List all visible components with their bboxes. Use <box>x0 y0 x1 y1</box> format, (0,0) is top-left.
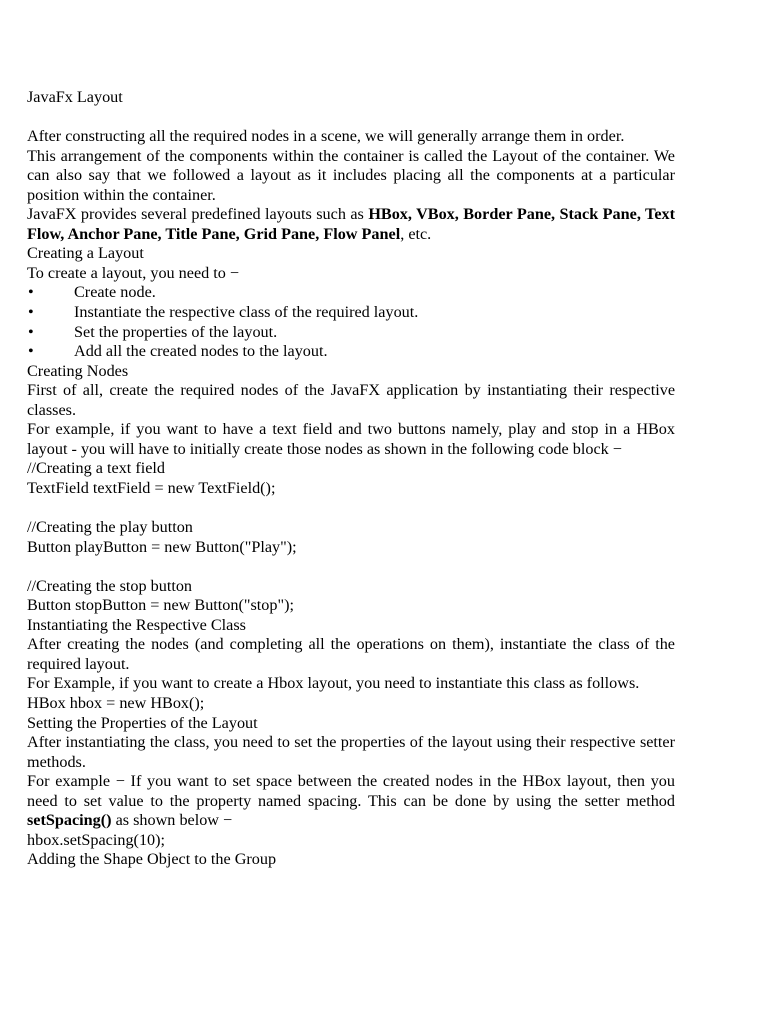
list-item-text: Set the properties of the layout. <box>74 322 278 341</box>
code-line-stop-button: Button stopButton = new Button("stop"); <box>27 596 294 615</box>
layout-list-bold: HBox, VBox, Border Pane, Stack Pane, Text Flow, Anchor Pane, Title Pane, Grid Pane, Flow Panel <box>27 205 676 243</box>
creating-layout-lead: To create a layout, you need to − <box>27 263 240 282</box>
code-line-set-spacing: hbox.setSpacing(10); <box>27 830 166 849</box>
code-comment-play-button: //Creating the play button <box>27 518 193 537</box>
code-comment-text-field: //Creating a text field <box>27 459 165 478</box>
creating-nodes-paragraph-2: For example, if you want to have a text field and two buttons namely, play and stop in a HBox layout - you will have to initially create those nodes as shown in the following code block − <box>27 420 675 458</box>
list-item <box>27 283 675 303</box>
document-page <box>27 88 675 870</box>
section-heading-adding-shape: Adding the Shape Object to the Group <box>27 850 277 869</box>
instantiating-paragraph-2: For Example, if you want to create a Hbox layout, you need to instantiate this class as follows. <box>27 674 640 693</box>
list-item <box>27 323 675 343</box>
bullet-icon: • <box>28 283 34 302</box>
code-line-play-button: Button playButton = new Button("Play"); <box>27 537 297 556</box>
code-line-hbox: HBox hbox = new HBox(); <box>27 693 205 712</box>
set-spacing-method-bold: setSpacing() <box>27 811 112 830</box>
list-item-text: Add all the created nodes to the layout. <box>74 342 328 361</box>
document-title: JavaFx Layout <box>27 88 123 106</box>
instantiating-paragraph-1: After creating the nodes (and completing all the operations on them), instantiate the class of the required layout. <box>27 635 675 673</box>
setting-properties-paragraph-2 <box>27 772 675 831</box>
setting-p2-suffix: as shown below − <box>111 811 233 830</box>
section-heading-creating-layout: Creating a Layout <box>27 244 144 263</box>
intro-p3-suffix: , etc. <box>400 224 432 243</box>
setting-properties-paragraph-1: After instantiating the class, you need to set the properties of the layout using their respective setter methods. <box>27 733 675 771</box>
intro-paragraph-3 <box>27 205 675 244</box>
spacer <box>27 108 675 128</box>
setting-p2-prefix: For example − If you want to set space between the created nodes in the HBox layout, then you need to set value to the property named spacing. This can be done by using the setter method <box>27 772 675 810</box>
list-item <box>27 303 675 323</box>
section-heading-instantiating: Instantiating the Respective Class <box>27 615 246 634</box>
intro-paragraph-1: After constructing all the required nodes in a scene, we will generally arrange them in order. <box>27 127 625 146</box>
list-item-text: Instantiate the respective class of the required layout. <box>74 303 419 322</box>
bullet-icon: • <box>28 342 34 361</box>
section-heading-setting-properties: Setting the Properties of the Layout <box>27 713 258 732</box>
bullet-icon: • <box>28 322 34 341</box>
bullet-icon: • <box>28 303 34 322</box>
spacer <box>27 498 675 518</box>
intro-p3-prefix: JavaFX provides several predefined layouts such as <box>27 205 369 224</box>
list-item <box>27 342 675 362</box>
spacer <box>27 557 675 577</box>
layout-steps-list <box>27 283 675 361</box>
list-item-text: Create node. <box>74 283 156 302</box>
section-heading-creating-nodes: Creating Nodes <box>27 361 129 380</box>
code-comment-stop-button: //Creating the stop button <box>27 576 193 595</box>
creating-nodes-paragraph-1: First of all, create the required nodes of the JavaFX application by instantiating their respective classes. <box>27 381 675 419</box>
code-line-text-field: TextField textField = new TextField(); <box>27 478 276 497</box>
intro-paragraph-2: This arrangement of the components within the container is called the Layout of the container. We can also say that we followed a layout as it includes placing all the components at a particular position within the container. <box>27 146 675 204</box>
